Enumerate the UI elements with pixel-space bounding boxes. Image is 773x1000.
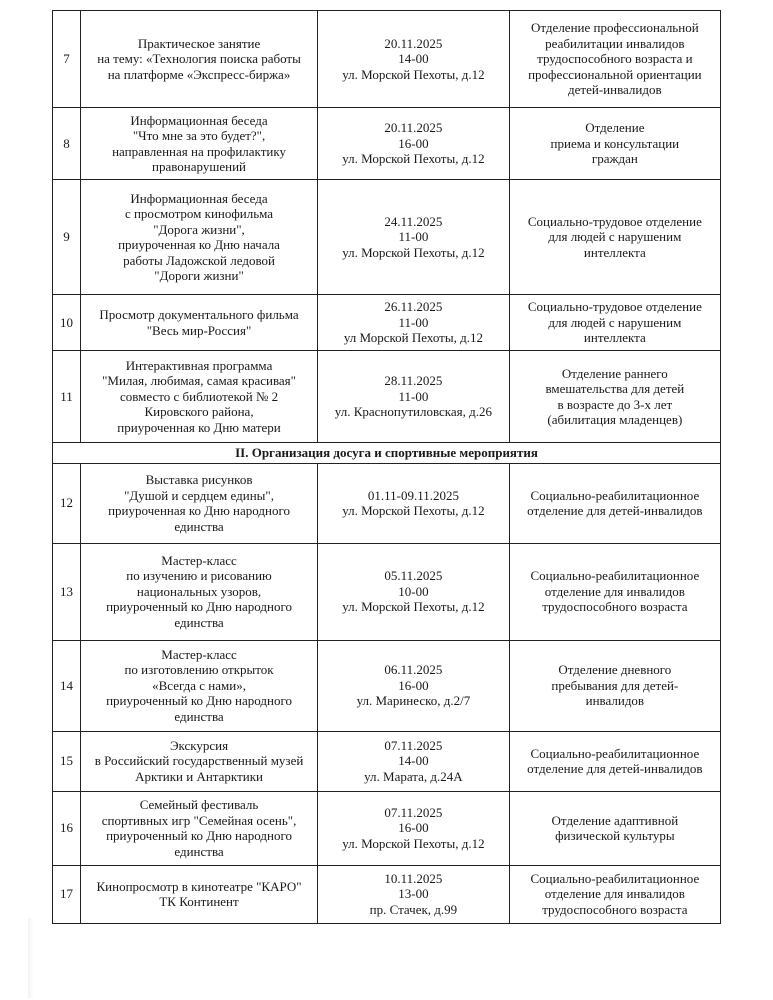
date-time-place-line: ул. Краснопутиловская, д.26 (334, 404, 493, 420)
department-cell (509, 865, 720, 923)
event-line: в Российский государственный музей (94, 753, 304, 769)
event-cell (80, 640, 317, 731)
event-line: Арктики и Антарктики (135, 768, 263, 784)
department-line: Социально-реабилитационное (530, 568, 700, 584)
date-time-place-cell (318, 108, 510, 180)
date-time-place-line: ул. Маринеско, д.2/7 (356, 693, 471, 709)
event-line: «Всегда с нами», (152, 677, 246, 693)
event-line: Мастер-класс (161, 646, 237, 662)
event-line: приуроченная ко Дню матери (117, 419, 281, 435)
department-line: Отделение профессиональной (531, 20, 699, 36)
date-time-place-line: ул. Морской Пехоты, д.12 (342, 244, 485, 260)
department-line: для людей с нарушеним (548, 314, 682, 330)
table-row (53, 11, 721, 108)
event-line: приуроченный ко Дню народного (106, 599, 292, 615)
department-line: отделение для детей-инвалидов (527, 503, 703, 518)
row-number: 16 (53, 791, 81, 865)
date-time-place-cell (318, 791, 510, 865)
event-line: спортивных игр "Семейная осень", (101, 812, 297, 828)
row-number: 7 (53, 11, 81, 108)
event-line: единства (174, 843, 224, 859)
date-time-place-cell (318, 865, 510, 923)
event-line: единства (174, 518, 224, 534)
row-number: 11 (53, 351, 81, 443)
department-line: физической культуры (555, 828, 675, 843)
schedule-table (52, 10, 721, 924)
event-cell (80, 463, 317, 543)
department-line: отделение для детей-инвалидов (527, 761, 703, 776)
table-row (53, 108, 721, 180)
date-time-place-line: 05.11.2025 (384, 568, 443, 584)
date-time-place-line: пр. Стачек, д.99 (369, 901, 458, 917)
date-time-place-line: 11-00 (398, 388, 429, 404)
department-line: отделение для инвалидов (544, 886, 685, 902)
row-number: 10 (53, 295, 81, 351)
event-line: направленная на профилактику (112, 143, 286, 159)
event-line: приуроченная ко Дню начала (118, 237, 280, 252)
date-time-place-line: 10-00 (398, 583, 429, 599)
row-number: 12 (53, 463, 81, 543)
event-line: Интерактивная программа (125, 357, 273, 373)
date-time-place-line: ул. Морской Пехоты, д.12 (342, 503, 485, 518)
date-time-place-line: 16-00 (398, 820, 429, 836)
event-line: Мастер-класс (161, 552, 237, 568)
department-cell (509, 463, 720, 543)
department-line: Отделение дневного (558, 662, 672, 678)
table-row (53, 731, 721, 791)
department-cell (509, 351, 720, 443)
date-time-place-line: 01.11-09.11.2025 (367, 487, 459, 503)
table-row (53, 463, 721, 543)
department-line: (абилитация младенцев) (547, 412, 683, 427)
section-header-row (53, 443, 721, 464)
event-line: Практическое занятие (137, 35, 261, 51)
event-line: "Милая, любимая, самая красивая" (102, 373, 296, 389)
event-cell (80, 791, 317, 865)
scan-edge-shadow (28, 918, 34, 998)
department-cell (509, 11, 720, 108)
event-line: по изучению и рисованию (126, 568, 272, 584)
department-line: Социально-трудовое отделение (527, 213, 702, 229)
department-line: приема и консультации (550, 135, 680, 151)
event-line: приуроченный ко Дню народного (106, 828, 292, 843)
date-time-place-line: 07.11.2025 (384, 737, 443, 753)
department-cell (509, 731, 720, 791)
section-one-rows (53, 11, 721, 443)
date-time-place-cell (318, 640, 510, 731)
date-time-place-line: 28.11.2025 (384, 373, 443, 389)
table-row (53, 865, 721, 923)
event-line: Информационная беседа (130, 190, 268, 206)
department-line: инвалидов (585, 693, 645, 709)
department-line: Социально-реабилитационное (530, 870, 700, 886)
event-line: Экскурсия (169, 737, 229, 753)
event-line: приуроченная ко Дню народного (108, 503, 290, 518)
department-line: Социально-реабилитационное (530, 745, 700, 761)
department-line: отделение для инвалидов (544, 583, 685, 599)
event-line: Семейный фестиваль (139, 797, 259, 812)
date-time-place-cell (318, 11, 510, 108)
date-time-place-line: 16-00 (398, 135, 429, 151)
date-time-place-line: 16-00 (398, 677, 429, 693)
department-line: Социально-реабилитационное (530, 487, 700, 503)
row-number: 17 (53, 865, 81, 923)
date-time-place-line: 14-00 (398, 51, 429, 67)
event-line: "Душой и сердцем едины", (124, 487, 274, 503)
department-line: Социально-трудовое отделение (527, 299, 702, 315)
event-cell (80, 865, 317, 923)
row-number: 13 (53, 543, 81, 640)
date-time-place-line: ул Морской Пехоты, д.12 (343, 330, 483, 346)
date-time-place-cell (318, 295, 510, 351)
date-time-place-cell (318, 731, 510, 791)
event-line: "Дорога жизни", (153, 221, 245, 237)
date-time-place-cell (318, 463, 510, 543)
table-row (53, 791, 721, 865)
department-line: вмешательства для детей (545, 381, 685, 396)
department-line: профессиональной ориентации (528, 66, 702, 82)
department-line: интеллекта (583, 330, 646, 346)
event-line: "Дороги жизни" (154, 268, 244, 283)
event-line: национальных узоров, (136, 583, 262, 599)
date-time-place-cell (318, 351, 510, 443)
table-row (53, 351, 721, 443)
row-number: 8 (53, 108, 81, 180)
department-line: Отделение раннего (561, 365, 668, 381)
department-line: пребывания для детей- (551, 677, 679, 693)
schedule-page (52, 10, 721, 924)
event-line: правонарушений (152, 159, 247, 174)
event-line: совместо с библиотекой № 2 (119, 388, 279, 404)
department-line: Отделение (585, 120, 645, 136)
date-time-place-line: 07.11.2025 (384, 804, 443, 820)
department-line: трудоспособного возраста (542, 599, 688, 615)
event-line: Кировского района, (144, 404, 254, 420)
event-cell (80, 731, 317, 791)
event-cell (80, 180, 317, 295)
event-line: по изготовлению открыток (124, 662, 274, 678)
date-time-place-line: 26.11.2025 (384, 299, 443, 315)
event-line: "Что мне за это будет?", (132, 128, 266, 143)
section-two-rows (53, 463, 721, 923)
date-time-place-cell (318, 180, 510, 295)
event-line: с просмотром кинофильма (124, 206, 274, 221)
date-time-place-line: ул. Морской Пехоты, д.12 (342, 66, 485, 82)
date-time-place-cell (318, 543, 510, 640)
event-line: на платформе «Экспресс-биржа» (107, 66, 291, 82)
event-line: Выставка рисунков (145, 472, 253, 487)
event-cell (80, 351, 317, 443)
section-two-header (53, 443, 721, 464)
department-line: трудоспособного возраста и (537, 51, 693, 67)
event-line: "Весь мир-Россия" (146, 322, 252, 338)
table-row (53, 295, 721, 351)
section-title: II. Организация досуга и спортивные мероприятия (53, 443, 721, 464)
department-cell (509, 543, 720, 640)
event-line: ТК Континент (159, 894, 239, 909)
date-time-place-line: 20.11.2025 (384, 120, 443, 136)
department-line: трудоспособного возраста (542, 901, 688, 917)
department-cell (509, 640, 720, 731)
event-line: единства (174, 708, 224, 724)
event-line: Кинопросмотр в кинотеатре "КАРО" (96, 878, 302, 894)
department-line: граждан (591, 151, 638, 167)
date-time-place-line: 11-00 (398, 314, 429, 330)
date-time-place-line: ул. Морской Пехоты, д.12 (342, 835, 485, 851)
event-line: на тему: «Технология поиска работы (97, 51, 301, 67)
department-line: для людей с нарушеним (548, 229, 682, 245)
department-line: реабилитации инвалидов (545, 35, 685, 51)
table-row (53, 543, 721, 640)
table-row (53, 640, 721, 731)
date-time-place-line: ул. Морской Пехоты, д.12 (342, 151, 485, 167)
date-time-place-line: 14-00 (398, 753, 429, 769)
row-number: 15 (53, 731, 81, 791)
date-time-place-line: 24.11.2025 (384, 213, 443, 229)
department-cell (509, 180, 720, 295)
date-time-place-line: 06.11.2025 (384, 662, 443, 678)
event-line: приуроченный ко Дню народного (106, 693, 292, 709)
department-line: интеллекта (583, 244, 646, 260)
date-time-place-line: 20.11.2025 (384, 35, 443, 51)
event-line: единства (174, 614, 224, 630)
row-number: 9 (53, 180, 81, 295)
department-cell (509, 791, 720, 865)
event-cell (80, 11, 317, 108)
date-time-place-line: ул. Марата, д.24А (364, 768, 463, 784)
date-time-place-line: 13-00 (398, 886, 429, 902)
department-cell (509, 295, 720, 351)
table-row (53, 180, 721, 295)
event-line: работы Ладожской ледовой (123, 252, 275, 268)
date-time-place-line: 10.11.2025 (384, 870, 443, 886)
event-cell (80, 295, 317, 351)
event-line: Информационная беседа (130, 112, 268, 128)
event-line: Просмотр документального фильма (99, 307, 299, 322)
department-line: Отделение адаптивной (551, 812, 679, 828)
date-time-place-line: ул. Морской Пехоты, д.12 (342, 599, 485, 615)
row-number: 14 (53, 640, 81, 731)
department-line: в возрасте до 3-х лет (557, 396, 673, 412)
date-time-place-line: 11-00 (398, 229, 429, 245)
department-line: детей-инвалидов (568, 82, 662, 98)
event-cell (80, 543, 317, 640)
event-cell (80, 108, 317, 180)
department-cell (509, 108, 720, 180)
